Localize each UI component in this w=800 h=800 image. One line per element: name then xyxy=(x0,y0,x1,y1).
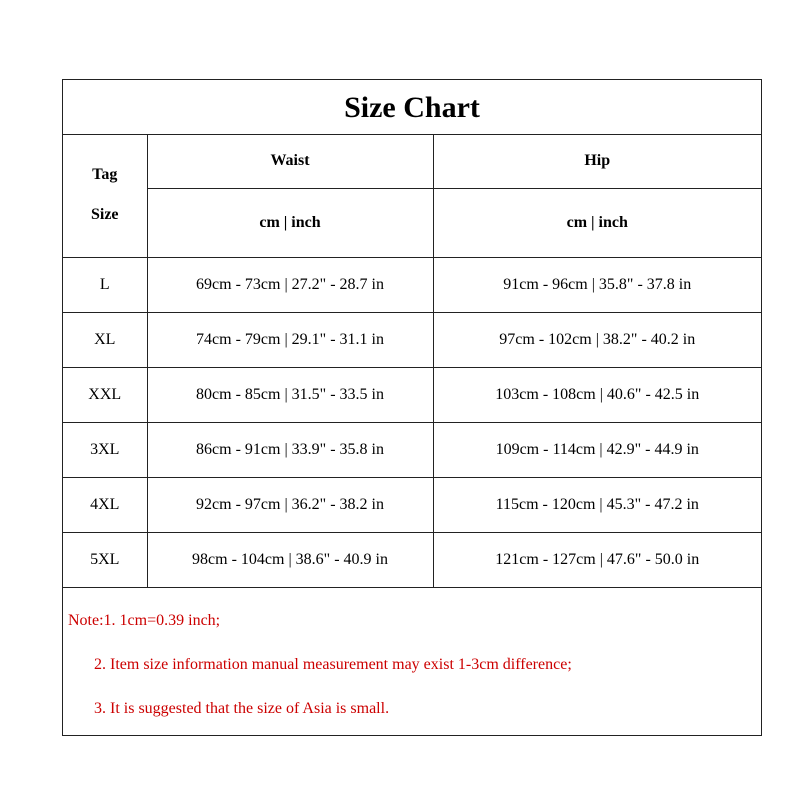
hip-cell: 109cm - 114cm | 42.9" - 44.9 in xyxy=(433,422,761,477)
waist-cell: 80cm - 85cm | 31.5" - 33.5 in xyxy=(147,367,433,422)
waist-cell: 92cm - 97cm | 36.2" - 38.2 in xyxy=(147,477,433,532)
hip-units-header: cm | inch xyxy=(433,188,761,257)
table-row xyxy=(63,257,761,312)
units-row xyxy=(63,188,761,257)
chart-title: Size Chart xyxy=(344,91,480,124)
notes-section xyxy=(63,585,761,735)
size-chart xyxy=(62,79,762,736)
size-cell: L xyxy=(63,257,147,312)
size-cell: XL xyxy=(63,312,147,367)
hip-header: Hip xyxy=(433,134,761,188)
waist-units-header: cm | inch xyxy=(147,188,433,257)
note-item: 2. Item size information manual measurement may exist 1-3cm difference; xyxy=(94,656,572,673)
hip-cell: 103cm - 108cm | 40.6" - 42.5 in xyxy=(433,367,761,422)
table-row xyxy=(63,532,761,587)
hip-cell: 97cm - 102cm | 38.2" - 40.2 in xyxy=(433,312,761,367)
waist-cell: 86cm - 91cm | 33.9" - 35.8 in xyxy=(147,422,433,477)
size-cell: 4XL xyxy=(63,477,147,532)
note-item: 3. It is suggested that the size of Asia is small. xyxy=(94,700,390,717)
tag-size-label-line1: Tag xyxy=(92,166,118,184)
note-item: Note:1. 1cm=0.39 inch; xyxy=(68,612,221,629)
waist-cell: 98cm - 104cm | 38.6" - 40.9 in xyxy=(147,532,433,587)
hip-cell: 91cm - 96cm | 35.8" - 37.8 in xyxy=(433,257,761,312)
waist-cell: 74cm - 79cm | 29.1" - 31.1 in xyxy=(147,312,433,367)
size-cell: 3XL xyxy=(63,422,147,477)
size-table xyxy=(63,134,761,588)
table-row xyxy=(63,367,761,422)
title-row xyxy=(63,80,761,135)
waist-header: Waist xyxy=(147,134,433,188)
table-row xyxy=(63,477,761,532)
size-cell: XXL xyxy=(63,367,147,422)
table-row xyxy=(63,312,761,367)
hip-cell: 115cm - 120cm | 45.3" - 47.2 in xyxy=(433,477,761,532)
tag-size-label-line2: Size xyxy=(90,206,119,224)
waist-cell: 69cm - 73cm | 27.2" - 28.7 in xyxy=(147,257,433,312)
header-row xyxy=(63,134,761,188)
size-cell: 5XL xyxy=(63,532,147,587)
hip-cell: 121cm - 127cm | 47.6" - 50.0 in xyxy=(433,532,761,587)
tag-size-header xyxy=(63,134,147,257)
table-row xyxy=(63,422,761,477)
